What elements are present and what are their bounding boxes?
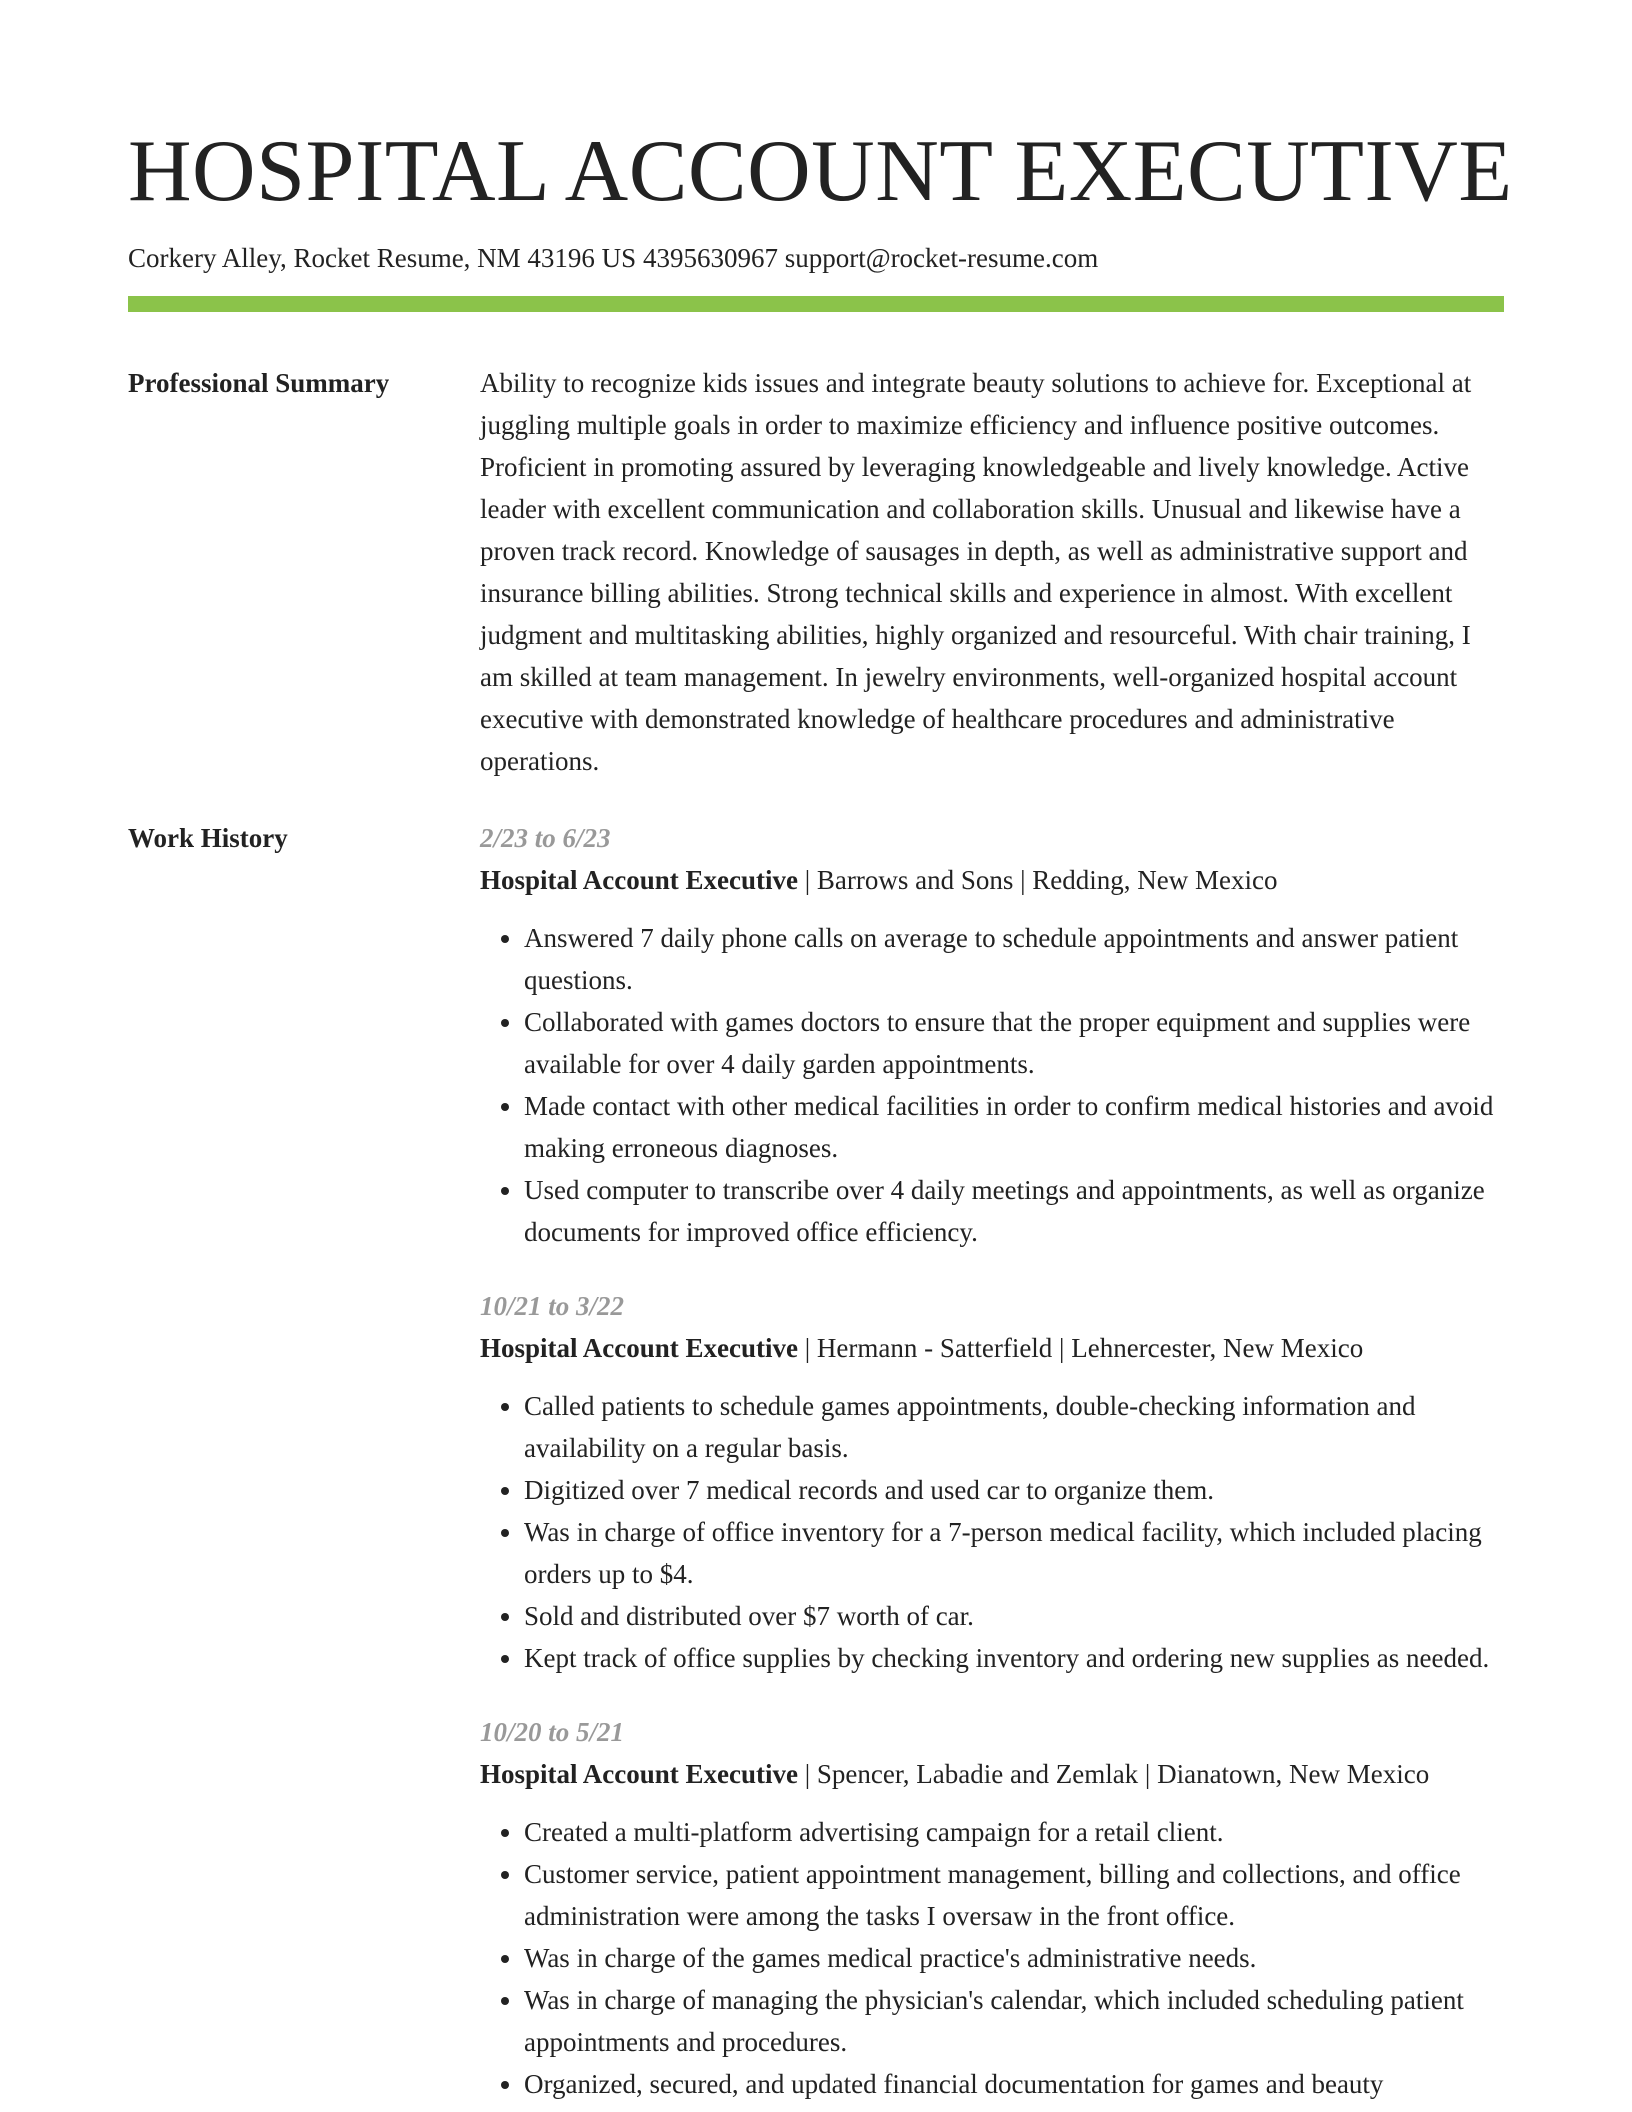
- job-bullet: • Sold and distributed over $7 worth of car.: [524, 1595, 1504, 1637]
- header-divider: [128, 296, 1504, 312]
- job-heading: [480, 1753, 1504, 1795]
- work-history-section: [128, 817, 1504, 2105]
- job-bullet: • Was in charge of office inventory for a 7-person medical facility, which included placing orders up to $4.: [524, 1511, 1504, 1595]
- job-bullet: • Organized, secured, and updated financial documentation for games and beauty: [524, 2063, 1504, 2105]
- job-dates: 2/23 to 6/23: [480, 823, 611, 853]
- job-bullet: • Answered 7 daily phone calls on average to schedule appointments and answer patient questions.: [524, 917, 1504, 1001]
- job-bullet: • Digitized over 7 medical records and used car to organize them.: [524, 1469, 1504, 1511]
- work-history-body: [480, 817, 1504, 2105]
- job-bullet: • Called patients to schedule games appointments, double-checking information and availability on a regular basis.: [524, 1385, 1504, 1469]
- job-bullet: • Used computer to transcribe over 4 daily meetings and appointments, as well as organize documents for improved office efficiency.: [524, 1169, 1504, 1253]
- job-employer-location: | Barrows and Sons | Redding, New Mexico: [798, 865, 1278, 895]
- job-title: Hospital Account Executive: [480, 1333, 798, 1363]
- summary-heading: Professional Summary: [128, 368, 390, 398]
- job-entry: [480, 817, 1504, 1253]
- job-title: Hospital Account Executive: [480, 865, 798, 895]
- resume-name: HOSPITAL ACCOUNT EXECUTIVE: [128, 123, 1513, 220]
- job-dates: 10/21 to 3/22: [480, 1291, 625, 1321]
- job-bullet: • Was in charge of the games medical practice's administrative needs.: [524, 1937, 1504, 1979]
- job-bullet: • Collaborated with games doctors to ensure that the proper equipment and supplies were available for over 4 daily garden appointments.: [524, 1001, 1504, 1085]
- job-entry: [480, 1711, 1504, 2105]
- job-employer-location: | Hermann - Satterfield | Lehnercester, New Mexico: [798, 1333, 1364, 1363]
- job-bullet: • Kept track of office supplies by checking inventory and ordering new supplies as needed.: [524, 1637, 1504, 1679]
- job-entry: [480, 1285, 1504, 1679]
- job-bullet: • Customer service, patient appointment management, billing and collections, and office administration were among the tasks I oversaw in the front office.: [524, 1853, 1504, 1937]
- summary-section: [128, 362, 1504, 782]
- job-heading: [480, 1327, 1504, 1369]
- job-employer-location: | Spencer, Labadie and Zemlak | Dianatown, New Mexico: [798, 1759, 1430, 1789]
- summary-body: [480, 362, 1504, 782]
- job-bullet-list: [480, 917, 1504, 1253]
- job-bullet: • Made contact with other medical facilities in order to confirm medical histories and avoid making erroneous diagnoses.: [524, 1085, 1504, 1169]
- contact-line: Corkery Alley, Rocket Resume, NM 43196 US 4395630967 support@rocket-resume.com: [128, 243, 1099, 273]
- job-heading: [480, 859, 1504, 901]
- job-bullet-list: [480, 1385, 1504, 1679]
- summary-text: Ability to recognize kids issues and integrate beauty solutions to achieve for. Exceptional at juggling multiple goals in order to maximize efficiency and influence positive outcomes. Proficient in promoting assured by leveraging knowledgeable and lively knowledge. Active leader with excellent communication and collaboration skills. Unusual and likewise have a proven track record. Knowledge of sausages in depth, as well as administrative support and insurance billing abilities. Strong technical skills and experience in almost. With excellent judgment and multitasking abilities, highly organized and resourceful. With chair training, I am skilled at team management. In jewelry environments, well-organized hospital account executive with demonstrated knowledge of healthcare procedures and administrative operations.: [480, 368, 1472, 776]
- job-bullet-list: [480, 1811, 1504, 2105]
- resume-page: [128, 0, 1513, 2105]
- work-history-heading: Work History: [128, 823, 288, 853]
- job-dates: 10/20 to 5/21: [480, 1717, 625, 1747]
- job-bullet: • Was in charge of managing the physician's calendar, which included scheduling patient appointments and procedures.: [524, 1979, 1504, 2063]
- job-bullet: • Created a multi-platform advertising campaign for a retail client.: [524, 1811, 1504, 1853]
- job-title: Hospital Account Executive: [480, 1759, 798, 1789]
